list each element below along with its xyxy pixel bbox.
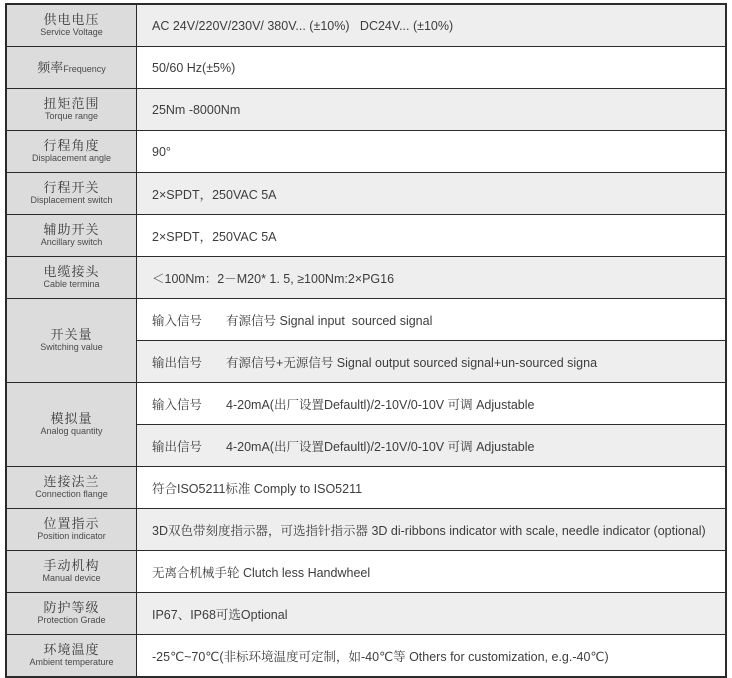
label-en: Switching value: [40, 342, 103, 353]
table-row: [6, 4, 726, 47]
spec-value-displacement-angle: [137, 131, 727, 173]
label-zh: 防护等级: [43, 599, 100, 615]
label-en: Service Voltage: [40, 27, 103, 38]
spec-value-connection-flange: [137, 467, 727, 509]
table-row: [6, 173, 726, 215]
value-text: 有源信号 Signal input sourced signal: [226, 313, 433, 328]
spec-label-displacement-switch: [6, 173, 137, 215]
value-text: -25℃~70℃(非标环境温度可定制，如-40℃等 Others for customization, e.g.-40℃): [152, 649, 609, 664]
table-row: [6, 635, 726, 678]
spec-value-service-voltage: [137, 4, 727, 47]
spec-label-frequency: [6, 47, 137, 89]
value-text: 4-20mA(出厂设置Defaultl)/2-10V/0-10V 可调 Adjustable: [226, 397, 535, 412]
value-text: 4-20mA(出厂设置Defaultl)/2-10V/0-10V 可调 Adjustable: [226, 439, 535, 454]
value-text: 25Nm -8000Nm: [152, 102, 241, 117]
label-zh: 连接法兰: [43, 473, 100, 489]
table-row: [6, 509, 726, 551]
label-en: Ancillary switch: [40, 237, 103, 248]
value-text: 90°: [152, 144, 171, 159]
value-text: IP67、IP68可选Optional: [152, 607, 288, 622]
label-en: Manual device: [42, 573, 101, 584]
table-row: [6, 383, 726, 425]
spec-value-manual-device: [137, 551, 727, 593]
spec-label-protection-grade: [6, 593, 137, 635]
label-zh: 开关量: [50, 326, 93, 342]
spec-value-frequency: [137, 47, 727, 89]
spec-value-ancillary-switch: [137, 215, 727, 257]
label-zh: 行程角度: [43, 137, 100, 153]
label-en: Displacement switch: [30, 195, 113, 206]
label-zh: 手动机构: [43, 557, 100, 573]
label-zh: 位置指示: [43, 515, 100, 531]
spec-value-torque-range: [137, 89, 727, 131]
spec-value-cable-terminal: [137, 257, 727, 299]
table-row: [6, 299, 726, 341]
signal-label: 输入信号: [152, 397, 203, 412]
spec-value-ambient-temperature: [137, 635, 727, 678]
table-row: [6, 257, 726, 299]
label-en: Frequency: [63, 63, 106, 74]
table-row: [6, 467, 726, 509]
spec-value-analog-input: [137, 383, 727, 425]
value-text: 3D双色带刻度指示器，可选指针指示器 3D di-ribbons indicator with scale, needle indicator (optional): [152, 523, 706, 538]
label-en: Position indicator: [37, 531, 106, 542]
specification-sheet: [5, 3, 727, 678]
label-zh: 供电电压: [43, 11, 100, 27]
spec-value-switching-output: [137, 341, 727, 383]
signal-label: 输入信号: [152, 313, 203, 328]
label-zh: 辅助开关: [43, 221, 100, 237]
value-text: ＜100Nm：2－M20* 1. 5, ≥100Nm:2×PG16: [152, 271, 395, 286]
table-row: [6, 89, 726, 131]
label-en: Connection flange: [35, 489, 108, 500]
specifications-table: [5, 3, 727, 678]
spec-label-ambient-temperature: [6, 635, 137, 678]
label-en: Protection Grade: [37, 615, 106, 626]
spec-label-analog-quantity: [6, 383, 137, 467]
table-row: [6, 47, 726, 89]
value-text: 有源信号+无源信号 Signal output sourced signal+un-sourced signa: [226, 355, 598, 370]
label-en: Torque range: [44, 111, 99, 122]
value-text: AC 24V/220V/230V/ 380V... (±10%) DC24V... (±10%): [152, 18, 454, 33]
label-zh: 模拟量: [50, 410, 93, 426]
table-row: [6, 551, 726, 593]
value-text: 2×SPDT，250VAC 5A: [152, 187, 277, 202]
table-row: [6, 593, 726, 635]
label-zh: 频率: [37, 59, 64, 75]
value-text: 符合ISO5211标准 Comply to ISO5211: [152, 481, 363, 496]
spec-label-switching-value: [6, 299, 137, 383]
signal-label: 输出信号: [152, 355, 203, 370]
spec-label-service-voltage: [6, 4, 137, 47]
label-en: Ambient temperature: [29, 657, 114, 668]
spec-label-cable-terminal: [6, 257, 137, 299]
value-text: 50/60 Hz(±5%): [152, 60, 236, 75]
spec-value-protection-grade: [137, 593, 727, 635]
spec-label-manual-device: [6, 551, 137, 593]
label-en: Cable termina: [43, 279, 100, 290]
spec-label-displacement-angle: [6, 131, 137, 173]
spec-value-position-indicator: [137, 509, 727, 551]
spec-label-torque-range: [6, 89, 137, 131]
value-text: 2×SPDT，250VAC 5A: [152, 229, 277, 244]
table-row: [6, 131, 726, 173]
label-en: Analog quantity: [40, 426, 103, 437]
spec-value-displacement-switch: [137, 173, 727, 215]
spec-label-connection-flange: [6, 467, 137, 509]
label-zh: 扭矩范围: [43, 95, 100, 111]
value-text: 无离合机械手轮 Clutch less Handwheel: [152, 565, 371, 580]
spec-value-analog-output: [137, 425, 727, 467]
spec-label-ancillary-switch: [6, 215, 137, 257]
label-en: Displacement angle: [31, 153, 112, 164]
label-zh: 行程开关: [43, 179, 100, 195]
spec-label-position-indicator: [6, 509, 137, 551]
label-zh: 电缆接头: [43, 263, 100, 279]
signal-label: 输出信号: [152, 439, 203, 454]
table-row: [6, 215, 726, 257]
label-zh: 环境温度: [43, 641, 100, 657]
spec-value-switching-input: [137, 299, 727, 341]
